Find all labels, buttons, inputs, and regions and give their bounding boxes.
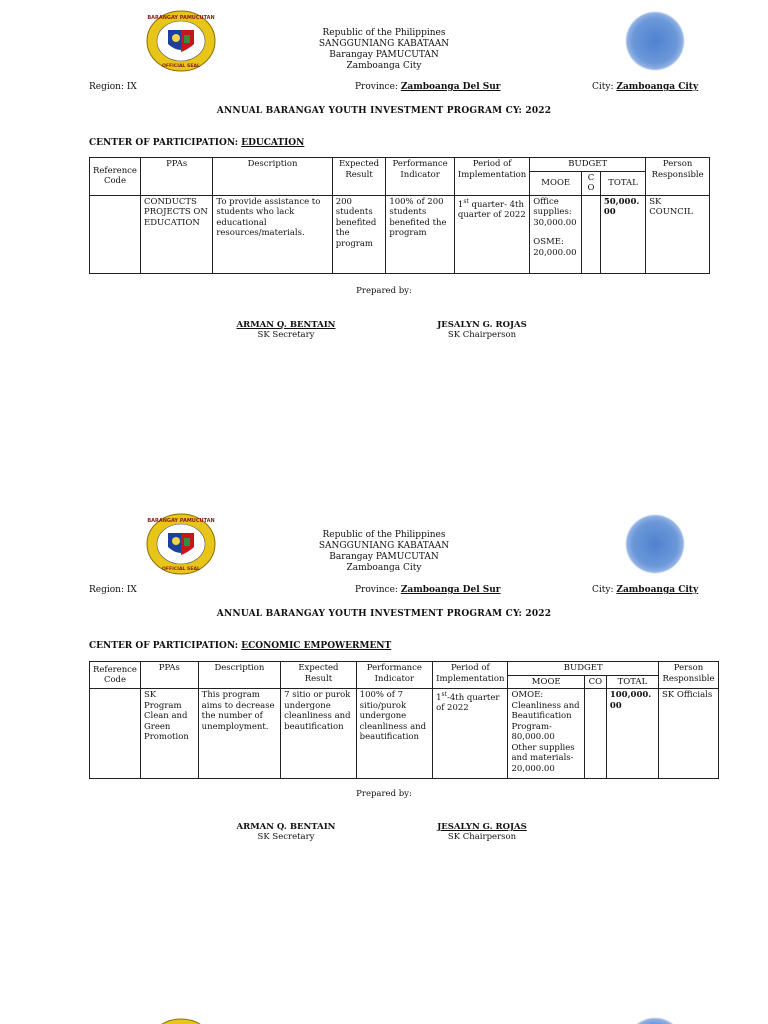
signatory-secretary (226, 822, 346, 842)
cell-co (584, 689, 606, 779)
document-page-3 (0, 1006, 768, 1024)
prepared-by-label: Prepared by: (356, 789, 412, 799)
mooe-item-a: OMOE: Cleanliness and Beautification Program-80,000.00 (511, 690, 580, 742)
signatory-chairperson (412, 822, 552, 842)
col-performance-indicator: Performance Indicator (386, 158, 455, 196)
col-ppas: PPAs (140, 662, 198, 689)
region-label: Region: IX (89, 585, 137, 595)
secretary-title: SK Secretary (257, 330, 315, 340)
svg-text:BARANGAY PAMUCUTAN: BARANGAY PAMUCUTAN (147, 518, 215, 524)
city-value: Zamboanga City (616, 585, 699, 595)
mooe-item-b: OSME: 20,000.00 (533, 237, 577, 258)
header-line-barangay: Barangay PAMUCUTAN (329, 552, 439, 562)
chair-title: SK Chairperson (447, 330, 517, 340)
mooe-item-a: Office supplies: 30,000.00 (533, 196, 577, 228)
cop-value: ECONOMIC EMPOWERMENT (241, 641, 392, 651)
cell-reference-code (90, 689, 141, 779)
document-header (0, 530, 768, 574)
period-ordinal-suffix: st (441, 691, 448, 698)
col-mooe: MOOE (508, 675, 584, 689)
col-reference-code: Reference Code (90, 662, 141, 689)
budget-table (89, 661, 719, 779)
col-description: Description (198, 662, 281, 689)
city-label: City: (592, 82, 614, 92)
table-header-row (90, 158, 710, 172)
cell-description: This program aims to decrease the number of unemployment. (198, 689, 281, 779)
mooe-item-b: Other supplies and materials-20,000.00 (511, 742, 575, 774)
col-period: Period of Implementation (454, 158, 529, 196)
table-header-row (90, 662, 719, 676)
cell-performance-indicator: 100% of 200 students benefited the program (386, 195, 455, 273)
city-field (592, 585, 698, 595)
col-budget: BUDGET (530, 158, 646, 172)
document-header (0, 28, 768, 72)
secretary-name: ARMAN Q. BENTAIN (236, 822, 336, 832)
col-performance-indicator: Performance Indicator (356, 662, 432, 689)
col-description: Description (213, 158, 332, 196)
period-ordinal: 1 (436, 692, 442, 703)
period-ordinal: 1 (457, 199, 464, 210)
cell-ppas: CONDUCTS PROJECTS ON EDUCATION (140, 195, 212, 273)
prepared-by-label: Prepared by: (356, 286, 412, 296)
cell-description: To provide assistance to students who lack educational resources/materials. (213, 195, 332, 273)
document-page-1 (0, 0, 768, 480)
header-line-sk: SANGGUNIANG KABATAAN (318, 541, 450, 551)
signatory-secretary (226, 320, 346, 340)
table-row (90, 195, 710, 273)
province-value: Zamboanga Del Sur (400, 585, 501, 595)
cell-expected-result: 7 sitio or purok undergone cleanliness and beautification (281, 689, 356, 779)
chair-title: SK Chairperson (447, 832, 517, 842)
table-row (90, 689, 719, 779)
cell-reference-code (90, 195, 141, 273)
svg-text:OFFICIAL SEAL: OFFICIAL SEAL (162, 567, 200, 572)
cell-ppas: SK Program Clean and Green Promotion (140, 689, 198, 779)
cell-mooe (508, 689, 584, 779)
cell-expected-result: 200 students benefited the program (332, 195, 386, 273)
province-label: Province: (355, 585, 398, 595)
col-total: TOTAL (606, 675, 658, 689)
header-line-sk: SANGGUNIANG KABATAAN (318, 39, 450, 49)
chair-name: JESALYN G. ROJAS (437, 822, 527, 832)
program-title: ANNUAL BARANGAY YOUTH INVESTMENT PROGRAM CY: 2022 (216, 609, 552, 619)
cop-value: EDUCATION (241, 138, 305, 148)
budget-table (89, 157, 710, 274)
col-ppas: PPAs (140, 158, 212, 196)
col-mooe: MOOE (530, 171, 582, 195)
province-field (355, 585, 501, 595)
col-co: CO (584, 675, 606, 689)
province-label: Province: (355, 82, 398, 92)
header-line-barangay: Barangay PAMUCUTAN (329, 50, 439, 60)
period-rest: -4th quarter of 2022 (436, 692, 500, 714)
secretary-name: ARMAN Q. BENTAIN (236, 320, 336, 330)
barangay-seal-logo (146, 1018, 216, 1024)
svg-text:OFFICIAL SEAL: OFFICIAL SEAL (162, 64, 200, 69)
cell-co (582, 195, 601, 273)
header-line-city: Zamboanga City (346, 61, 422, 71)
cell-period (454, 195, 529, 273)
province-field (355, 82, 501, 92)
header-line-republic: Republic of the Philippines (322, 28, 446, 38)
blue-circle-logo (626, 1018, 684, 1024)
city-field (592, 82, 698, 92)
city-value: Zamboanga City (616, 82, 699, 92)
cop-label: CENTER OF PARTICIPATION: (89, 641, 239, 651)
col-co: C O (582, 171, 601, 195)
city-label: City: (592, 585, 614, 595)
cell-performance-indicator: 100% of 7 sitio/purok undergone cleanliness and beautification (356, 689, 432, 779)
col-person-responsible: Person Responsible (658, 662, 718, 689)
document-page-2 (0, 503, 768, 983)
col-total: TOTAL (600, 171, 645, 195)
secretary-title: SK Secretary (257, 832, 315, 842)
cell-person-responsible: SK Officials (658, 689, 718, 779)
program-title: ANNUAL BARANGAY YOUTH INVESTMENT PROGRAM CY: 2022 (216, 106, 552, 116)
header-line-republic: Republic of the Philippines (322, 530, 446, 540)
col-reference-code: Reference Code (90, 158, 141, 196)
svg-text:BARANGAY PAMUCUTAN: BARANGAY PAMUCUTAN (147, 15, 215, 21)
cell-mooe (530, 195, 582, 273)
cell-total: 50,000.00 (600, 195, 645, 273)
province-value: Zamboanga Del Sur (400, 82, 501, 92)
col-expected-result: Expected Result (281, 662, 356, 689)
period-rest: quarter- 4th quarter of 2022 (457, 199, 526, 220)
chair-name: JESALYN G. ROJAS (437, 320, 527, 330)
period-ordinal-suffix: st (463, 197, 469, 205)
signatory-chairperson (412, 320, 552, 340)
col-person-responsible: Person Responsible (646, 158, 710, 196)
region-label: Region: IX (89, 82, 137, 92)
center-of-participation (89, 138, 304, 148)
cop-label: CENTER OF PARTICIPATION: (89, 138, 239, 148)
col-period: Period of Implementation (433, 662, 508, 689)
col-budget: BUDGET (508, 662, 659, 676)
cell-total: 100,000.00 (606, 689, 658, 779)
header-line-city: Zamboanga City (346, 563, 422, 573)
center-of-participation (89, 641, 391, 651)
cell-period (433, 689, 508, 779)
col-expected-result: Expected Result (332, 158, 386, 196)
cell-person-responsible: SK COUNCIL (646, 195, 710, 273)
